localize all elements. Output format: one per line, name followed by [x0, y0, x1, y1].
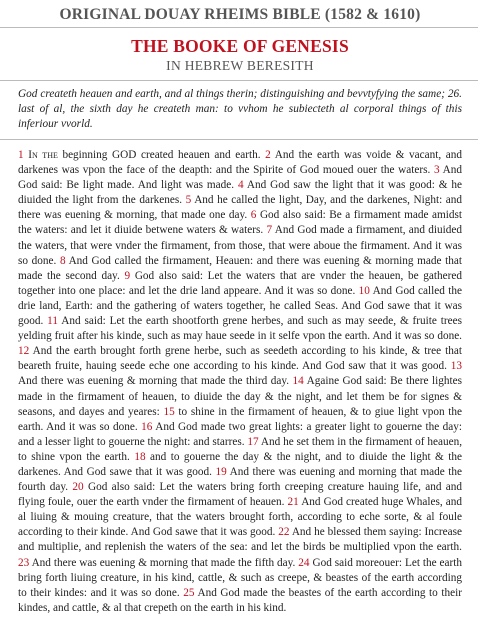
site-title[interactable]: ORIGINAL DOUAY RHEIMS BIBLE (1582 & 1610) [59, 6, 421, 23]
verse-text: And God made the beastes of the earth according to their kindes, and cattle, & al that crepeth on the earth in his kind. [18, 586, 462, 614]
verse-number: 17 [247, 435, 259, 448]
verse-number: 24 [298, 556, 310, 569]
verse-number: 8 [59, 254, 66, 267]
verse-text: And there was euening and morning that made the fourth day. [18, 465, 462, 494]
title-divider [0, 80, 478, 81]
verse-text: And God called the firmament, Heauen: and there was euening & morning made that made the second day. [18, 254, 463, 282]
verse-text: And the earth was voide & vacant, and darkenes was vpon the face of the deapth: and the Spirite of God moued ouer the waters. [18, 149, 462, 177]
verse-text: And God saw the light that it was good: & he diuided the light from the darkenes. [18, 179, 462, 207]
verse-smallcaps: n the [31, 149, 58, 161]
verse-number: 11 [47, 315, 59, 328]
verse-number: 14 [292, 375, 304, 388]
verse-text: And there was euening & morning that made the third day. [18, 375, 290, 388]
verse-number: 10 [358, 284, 370, 297]
verse-number: 21 [287, 496, 299, 509]
verse-text: And he blessed them saying: Increase and multiplie, and replenish the waters of the sea: and let the birds be multiplied vpon the earth. [18, 526, 463, 554]
verse-text: God also said: Be a firmament made amidst the waters: and let it diuide betwene waters & waters. [18, 209, 463, 237]
verse-text: God also said: Let the waters that are vnder the heauen, be gathered together into one place: and let the drie land appeare. And it was so done. [18, 269, 463, 297]
verse-number: 3 [433, 164, 440, 177]
chapter-text [18, 148, 462, 616]
verse-text: beginning GOD created heauen and earth. [62, 149, 261, 161]
verse-text: And he set them in the firmament of heauen, to shine vpon the earth. [18, 435, 463, 463]
verse-number: 22 [278, 526, 290, 539]
verse-text: And God made a firmament, and diuided the waters, that were vnder the firmament, from those, that were aboue the firmament. And it was so done. [18, 224, 463, 267]
header-divider [0, 27, 478, 28]
verse-number: 25 [183, 586, 195, 599]
verse-text: to shine in the firmament of heauen, & to giue light vpon the earth. And it was so done. [18, 405, 463, 433]
verse-number: 15 [163, 405, 175, 418]
verse-text: And he called the light, Day, and the darkenes, Night: and there was euening & morning, that made one day. [18, 194, 463, 222]
verse-number: 7 [266, 224, 273, 237]
chapter-summary: God createth heauen and earth, and al things therin; distinguishing and bevvtyfying the same; 26. last of al, the sixth day he createth man: to vvhom he subiecteth al corporal things of this inferiour vvorld. [18, 88, 462, 130]
verse-text: And the earth brought forth grene herbe, such as seedeth according to his kinde, & tree that beareth fruite, hauing seede eche one according to his kinde. And God saw that it was good. [18, 345, 462, 373]
verse-number: 6 [250, 209, 257, 222]
verse-number: 19 [215, 465, 227, 478]
verse-number: 23 [18, 556, 30, 569]
verse-text: And there was euening & morning that made the fifth day. [31, 556, 296, 569]
verse-text: God also said: Let the waters bring forth creeping creature hauing life, and and flying foule, ouer the earth vnder the firmament of heauen. [18, 481, 463, 509]
verse-number: 12 [18, 345, 30, 358]
verse-number: 5 [185, 194, 192, 207]
verse-number: 1 [18, 149, 24, 161]
summary-divider [0, 139, 478, 140]
verse-text: And God said: Be light made. And light was made. [18, 164, 462, 192]
verse-text: Againe God said: Be there lightes made in the firmament of heauen, to diuide the day & the night, and let them be for signes & seasons, and dayes and yeares: [18, 375, 462, 418]
verse-text: God said moreouer: Let the earth bring forth liuing creature, in his kind, cattle, & such as creepe, & beastes of the earth according to their kindes: and it was so done. [18, 556, 463, 599]
verse-text: And God called the drie land, Earth: and the gathering of waters together, he called Seas. And God sawe that it was good. [18, 284, 462, 328]
verse-text: And God created huge Whales, and al liuing & mouing creature, that the waters brought forth, according to eche sorte, & al foule according to their kinde. And God sawe that it was good. [18, 496, 462, 539]
book-title: THE BOOKE OF GENESIS [131, 36, 349, 56]
verse-number: 16 [141, 420, 153, 433]
verse-number: 9 [124, 269, 131, 282]
verse-text: And God made two great lights: a greater light to gouerne the day: and a lesser light to gouerne the night: and starres. [18, 420, 463, 448]
verse-initial: I [28, 149, 32, 161]
verse-number: 13 [450, 360, 462, 373]
verse-text: and to gouerne the day & the night, and to diuide the light & the darkenes. And God sawe that it was good. [18, 450, 462, 478]
verse-number: 20 [72, 481, 84, 494]
book-subtitle: IN HEBREW BERESITH [166, 58, 314, 73]
verse-number: 4 [237, 179, 244, 192]
verse-number: 2 [265, 149, 271, 161]
verse-number: 18 [134, 450, 146, 463]
verse-text: And said: Let the earth shootforth grene herbes, and such as may seede, & fruite trees yelding fruit after his kinde, such as may haue seede in it selfe vpon the earth. And it was so done. [18, 315, 462, 343]
